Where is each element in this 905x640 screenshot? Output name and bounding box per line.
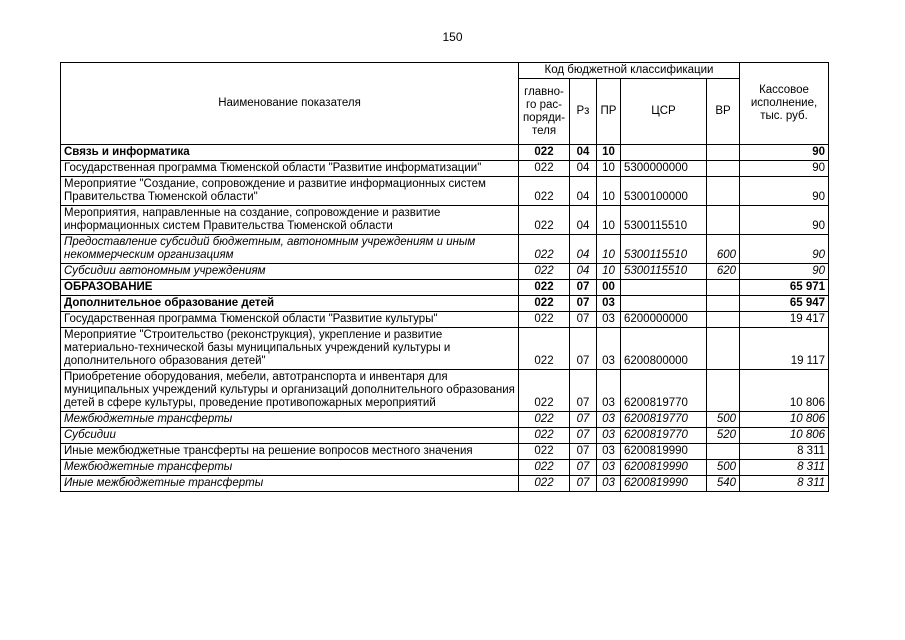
- header-pr: ПР: [597, 79, 621, 145]
- row-vr-code: [707, 444, 740, 460]
- row-name: ОБРАЗОВАНИЕ: [61, 280, 519, 296]
- row-pr-code: 03: [597, 460, 621, 476]
- row-pr-code: 03: [597, 444, 621, 460]
- table-row: [61, 296, 829, 312]
- row-csr-code: 6200800000: [621, 328, 707, 370]
- row-vr-code: 540: [707, 476, 740, 492]
- row-name: Субсидии: [61, 428, 519, 444]
- table-row: [61, 444, 829, 460]
- row-vr-code: [707, 370, 740, 412]
- table-row: [61, 206, 829, 235]
- row-name: Мероприятие "Создание, сопровождение и развитие информационных систем Правительства Тюменской области": [61, 177, 519, 206]
- row-name: Иные межбюджетные трансферты на решение вопросов местного значения: [61, 444, 519, 460]
- row-rz-code: 04: [570, 235, 597, 264]
- row-pr-code: 03: [597, 328, 621, 370]
- header-code-group: Код бюджетной классификации: [519, 63, 740, 79]
- table-row: [61, 312, 829, 328]
- row-amount: 19 117: [740, 328, 829, 370]
- row-amount: 8 311: [740, 476, 829, 492]
- table-row: [61, 264, 829, 280]
- row-vr-code: 520: [707, 428, 740, 444]
- row-amount: 90: [740, 235, 829, 264]
- row-vr-code: [707, 328, 740, 370]
- table-row: [61, 235, 829, 264]
- row-amount: 8 311: [740, 444, 829, 460]
- row-amount: 90: [740, 177, 829, 206]
- row-name: Предоставление субсидий бюджетным, автономным учреждениям и иным некоммерческим организациям: [61, 235, 519, 264]
- row-admin-code: 022: [519, 312, 570, 328]
- row-pr-code: 10: [597, 145, 621, 161]
- header-rz: Рз: [570, 79, 597, 145]
- row-rz-code: 04: [570, 206, 597, 235]
- row-name: Мероприятие "Строительство (реконструкция), укрепление и развитие материально-технической базы муниципальных учреждений культуры и дополнительного образования детей": [61, 328, 519, 370]
- row-pr-code: 03: [597, 312, 621, 328]
- row-csr-code: 5300115510: [621, 235, 707, 264]
- row-rz-code: 07: [570, 428, 597, 444]
- row-rz-code: 07: [570, 296, 597, 312]
- row-admin-code: 022: [519, 476, 570, 492]
- row-vr-code: [707, 145, 740, 161]
- row-vr-code: [707, 312, 740, 328]
- row-vr-code: [707, 161, 740, 177]
- row-amount: 65 971: [740, 280, 829, 296]
- row-rz-code: 04: [570, 177, 597, 206]
- row-rz-code: 07: [570, 280, 597, 296]
- row-pr-code: 03: [597, 370, 621, 412]
- table-row: [61, 145, 829, 161]
- table-body: [61, 145, 829, 492]
- row-rz-code: 07: [570, 460, 597, 476]
- row-name: Государственная программа Тюменской области "Развитие культуры": [61, 312, 519, 328]
- row-pr-code: 03: [597, 296, 621, 312]
- row-name: Государственная программа Тюменской области "Развитие информатизации": [61, 161, 519, 177]
- row-csr-code: [621, 145, 707, 161]
- row-name: Иные межбюджетные трансферты: [61, 476, 519, 492]
- row-vr-code: [707, 206, 740, 235]
- row-vr-code: 620: [707, 264, 740, 280]
- row-amount: 90: [740, 145, 829, 161]
- row-name: Мероприятия, направленные на создание, сопровождение и развитие информационных систем Правительства Тюменской области: [61, 206, 519, 235]
- row-name: Межбюджетные трансферты: [61, 460, 519, 476]
- row-amount: 10 806: [740, 412, 829, 428]
- row-amount: 10 806: [740, 370, 829, 412]
- row-pr-code: 10: [597, 206, 621, 235]
- row-csr-code: 5300000000: [621, 161, 707, 177]
- row-csr-code: 5300115510: [621, 206, 707, 235]
- row-pr-code: 00: [597, 280, 621, 296]
- row-amount: 90: [740, 161, 829, 177]
- table-row: [61, 328, 829, 370]
- row-admin-code: 022: [519, 296, 570, 312]
- row-rz-code: 07: [570, 328, 597, 370]
- row-admin-code: 022: [519, 161, 570, 177]
- row-csr-code: [621, 280, 707, 296]
- row-admin-code: 022: [519, 177, 570, 206]
- row-admin-code: 022: [519, 145, 570, 161]
- table-row: [61, 460, 829, 476]
- row-rz-code: 07: [570, 412, 597, 428]
- row-amount: 19 417: [740, 312, 829, 328]
- row-csr-code: 6200819770: [621, 370, 707, 412]
- row-amount: 65 947: [740, 296, 829, 312]
- row-admin-code: 022: [519, 412, 570, 428]
- row-admin-code: 022: [519, 206, 570, 235]
- row-vr-code: [707, 296, 740, 312]
- row-vr-code: 600: [707, 235, 740, 264]
- row-pr-code: 03: [597, 428, 621, 444]
- row-rz-code: 07: [570, 476, 597, 492]
- row-pr-code: 10: [597, 235, 621, 264]
- header-name: Наименование показателя: [61, 63, 519, 145]
- row-admin-code: 022: [519, 370, 570, 412]
- row-csr-code: [621, 296, 707, 312]
- row-csr-code: 6200819770: [621, 412, 707, 428]
- row-rz-code: 07: [570, 312, 597, 328]
- row-vr-code: 500: [707, 460, 740, 476]
- table-row: [61, 370, 829, 412]
- row-name: Субсидии автономным учреждениям: [61, 264, 519, 280]
- table-header: [61, 63, 829, 145]
- row-name: Связь и информатика: [61, 145, 519, 161]
- row-csr-code: 5300115510: [621, 264, 707, 280]
- header-vr: ВР: [707, 79, 740, 145]
- row-pr-code: 10: [597, 177, 621, 206]
- row-admin-code: 022: [519, 280, 570, 296]
- row-admin-code: 022: [519, 444, 570, 460]
- row-amount: 90: [740, 264, 829, 280]
- row-amount: 8 311: [740, 460, 829, 476]
- row-pr-code: 10: [597, 264, 621, 280]
- row-vr-code: 500: [707, 412, 740, 428]
- row-pr-code: 10: [597, 161, 621, 177]
- row-csr-code: 6200819770: [621, 428, 707, 444]
- row-admin-code: 022: [519, 235, 570, 264]
- row-admin-code: 022: [519, 328, 570, 370]
- row-rz-code: 04: [570, 145, 597, 161]
- table-row: [61, 177, 829, 206]
- row-name: Межбюджетные трансферты: [61, 412, 519, 428]
- row-name: Приобретение оборудования, мебели, автотранспорта и инвентаря для муниципальных учреждений культуры и организаций дополнительного образования детей в сфере культуры, проведение противопожарных мероприятий: [61, 370, 519, 412]
- header-amount: Кассовое исполнение, тыс. руб.: [740, 63, 829, 145]
- table-row: [61, 412, 829, 428]
- header-csr: ЦСР: [621, 79, 707, 145]
- row-csr-code: 6200819990: [621, 476, 707, 492]
- row-vr-code: [707, 280, 740, 296]
- table-row: [61, 428, 829, 444]
- header-admin: главно-го рас-поряди-теля: [519, 79, 570, 145]
- row-admin-code: 022: [519, 460, 570, 476]
- row-csr-code: 6200819990: [621, 444, 707, 460]
- row-vr-code: [707, 177, 740, 206]
- row-pr-code: 03: [597, 412, 621, 428]
- row-rz-code: 07: [570, 444, 597, 460]
- row-amount: 10 806: [740, 428, 829, 444]
- budget-table: [60, 62, 829, 492]
- table-row: [61, 280, 829, 296]
- row-rz-code: 04: [570, 264, 597, 280]
- page-number: 150: [442, 30, 463, 44]
- row-rz-code: 04: [570, 161, 597, 177]
- row-pr-code: 03: [597, 476, 621, 492]
- row-admin-code: 022: [519, 428, 570, 444]
- table-row: [61, 161, 829, 177]
- row-csr-code: 5300100000: [621, 177, 707, 206]
- row-csr-code: 6200000000: [621, 312, 707, 328]
- row-csr-code: 6200819990: [621, 460, 707, 476]
- row-name: Дополнительное образование детей: [61, 296, 519, 312]
- row-rz-code: 07: [570, 370, 597, 412]
- table-row: [61, 476, 829, 492]
- row-admin-code: 022: [519, 264, 570, 280]
- row-amount: 90: [740, 206, 829, 235]
